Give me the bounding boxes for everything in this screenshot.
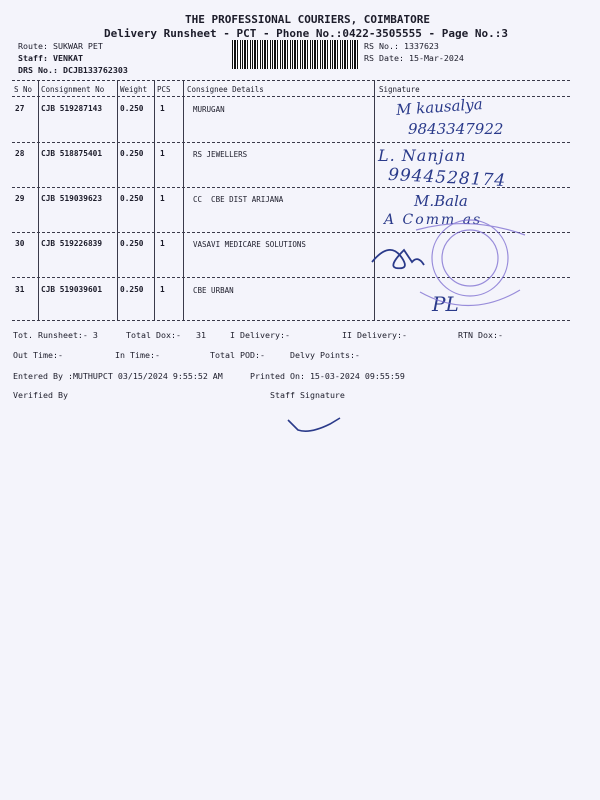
ii-delivery: II Delivery:- — [342, 330, 407, 340]
row-consignee: RS JEWELLERS — [193, 150, 248, 159]
delvy-points: Delvy Points:- — [290, 350, 360, 360]
signature-row29-org: A Comm as — [384, 212, 483, 228]
row-consignment: CJB 519039623 — [41, 194, 103, 203]
total-dox-label: Total Dox:- — [126, 330, 181, 340]
signature-row27-phone: 9843347922 — [408, 120, 504, 138]
rs-date: RS Date: 15-Mar-2024 — [364, 53, 464, 63]
route-label: Route: SUKWAR PET — [18, 41, 103, 51]
row-weight: 0.250 — [120, 149, 144, 158]
total-dox-value: 31 — [196, 330, 206, 340]
row-sno: 29 — [15, 194, 25, 203]
row-weight: 0.250 — [120, 239, 144, 248]
row-sno: 28 — [15, 149, 25, 158]
row-sno: 31 — [15, 285, 25, 294]
stamp-outer-ring — [432, 220, 508, 296]
col-header-signature: Signature — [379, 85, 420, 94]
row-weight: 0.250 — [120, 104, 144, 113]
row-consignment: CJB 519287143 — [41, 104, 103, 113]
company-stamp — [416, 220, 525, 306]
stamp-smudge — [420, 290, 520, 306]
row-sno: 27 — [15, 104, 25, 113]
row-pcs: 1 — [160, 285, 165, 294]
col-header-pcs: PCS — [157, 85, 171, 94]
col-header-sno: S No — [14, 85, 33, 94]
drs-number: DRS No.: DCJB133762303 — [18, 65, 128, 75]
out-time: Out Time:- — [13, 350, 63, 360]
row-pcs: 1 — [160, 104, 165, 113]
verified-by: Verified By — [13, 390, 68, 400]
printed-on: Printed On: 15-03-2024 09:55:59 — [250, 371, 405, 381]
staff-label: Staff: VENKAT — [18, 53, 83, 63]
total-pod: Total POD:- — [210, 350, 265, 360]
col-header-consignment: Consignment No — [41, 85, 105, 94]
row-pcs: 1 — [160, 149, 165, 158]
stamp-smudge — [416, 224, 525, 235]
row-weight: 0.250 — [120, 194, 144, 203]
rs-number: RS No.: 1337623 — [364, 41, 439, 51]
staff-signature-label: Staff Signature — [270, 390, 345, 400]
runsheet-subtitle: Delivery Runsheet - PCT - Phone No.:0422-3505555 - Page No.:3 — [104, 27, 508, 40]
signature-row28-phone: 9944528174 — [387, 164, 507, 192]
row-sno: 30 — [15, 239, 25, 248]
company-title: THE PROFESSIONAL COURIERS, COIMBATORE — [185, 13, 431, 26]
row-weight: 0.250 — [120, 285, 144, 294]
in-time: In Time:- — [115, 350, 160, 360]
row-consignment: CJB 518875401 — [41, 149, 103, 158]
signature-row31-initials: PL — [432, 292, 459, 316]
signature-row30-scribble — [372, 250, 424, 268]
rtn-dox: RTN Dox:- — [458, 330, 503, 340]
signature-row28-name: L. Nanjan — [378, 146, 467, 165]
row-pcs: 1 — [160, 239, 165, 248]
row-consignee: VASAVI MEDICARE SOLUTIONS — [193, 240, 306, 249]
row-pcs: 1 — [160, 194, 165, 203]
col-header-consignee: Consignee Details — [187, 85, 264, 94]
tot-runsheet: Tot. Runsheet:- 3 — [13, 330, 98, 340]
signature-row29-name: M.Bala — [414, 192, 468, 210]
col-header-weight: Weight — [120, 85, 148, 94]
i-delivery: I Delivery:- — [230, 330, 290, 340]
row-consignee: MURUGAN — [193, 105, 225, 114]
row-consignment: CJB 519226839 — [41, 239, 103, 248]
staff-signature-mark — [288, 418, 340, 431]
row-consignment: CJB 519039601 — [41, 285, 103, 294]
signature-row27-name: M kausalya — [395, 94, 484, 120]
row-consignee: CBE URBAN — [193, 286, 234, 295]
stamp-inner-ring — [442, 230, 498, 286]
entered-by: Entered By :MUTHUPCT 03/15/2024 9:55:52 AM — [13, 371, 223, 381]
row-consignee: CC CBE DIST ARIJANA — [193, 195, 284, 204]
